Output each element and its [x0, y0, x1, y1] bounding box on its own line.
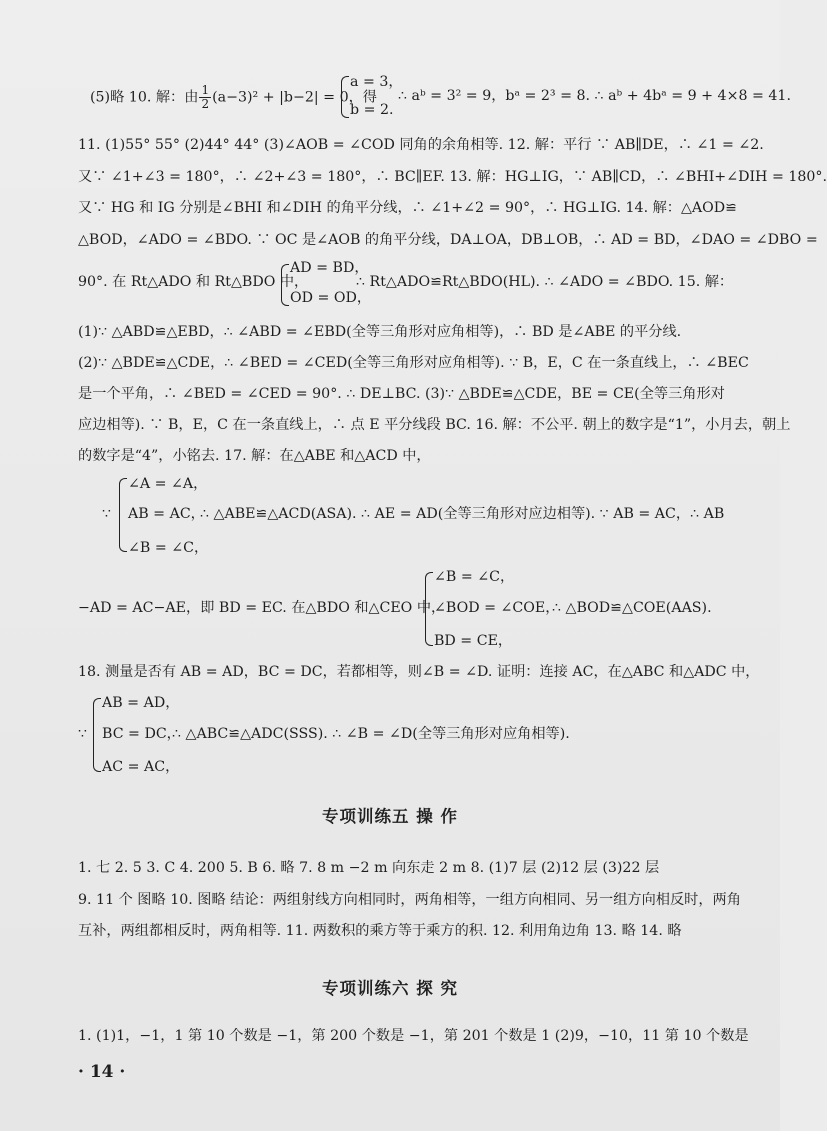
system-eq-2: ∠BOD = ∠COE， — [434, 600, 560, 616]
answer-line-6-rest: ∴ Rt△ADO≌Rt△BDO(HL). ∴ ∠ADO = ∠BDO. 15. 解： — [356, 274, 734, 290]
fraction-one-half: $\frac{1}{2}$ — [201, 83, 210, 111]
answer-line-12-rest: ∴ △ABE≌△ACD(ASA). ∴ AE = AD(全等三角形对应边相等). ∵ AB = AC，∴ AB — [200, 506, 725, 522]
system-eq-1: ∠B = ∠C， — [434, 569, 515, 585]
brace — [281, 264, 289, 306]
section5-line-1: 1. 七 2. 5 3. C 4. 200 5. B 6. 略 7. 8 m −2 m 向东走 2 m 8. (1)7 层 (2)12 层 (3)22 层 — [78, 860, 660, 876]
section-title: 专项训练六 探 究 — [322, 979, 458, 998]
system-eq-3: ∠B = ∠C， — [128, 540, 209, 556]
because-symbol: ∵ — [102, 506, 112, 522]
brace — [341, 76, 349, 118]
system-eq-1: a = 3， — [350, 74, 403, 90]
answer-line-13: −AD = AC−AE，即 BD = EC. 在△BDO 和△CEO 中， — [78, 600, 446, 616]
answer-line-2: 11. (1)55° 55° (2)44° 44° (3)∠AOB = ∠COD 同角的余角相等. 12. 解：平行 ∵ AB∥DE，∴ ∠1 = ∠2. — [78, 137, 764, 153]
brace — [93, 698, 101, 772]
answer-line-6: 90°. 在 Rt△ADO 和 Rt△BDO 中， — [78, 274, 309, 290]
because-symbol: ∵ — [78, 726, 88, 742]
brace — [119, 478, 127, 552]
brace — [425, 572, 433, 646]
system-eq-2: OD = OD， — [290, 290, 372, 306]
section5-line-2: 9. 11 个 图略 10. 图略 结论：两组射线方向相同时，两角相等，一组方向相同、另一组方向相反时，两角 — [78, 892, 741, 908]
section-title: 专项训练五 操 作 — [322, 807, 458, 826]
answer-line-7: (1)∵ △ABD≌△EBD，∴ ∠ABD = ∠EBD(全等三角形对应角相等)，∴ BD 是∠ABE 的平分线. — [78, 324, 682, 340]
answer-line-9: 是一个平角，∴ ∠BED = ∠CED = 90°. ∴ DE⊥BC. (3)∵ △BDE≌△CDE，BE = CE(全等三角形对 — [78, 386, 725, 402]
section6-line-1: 1. (1)1，−1，1 第 10 个数是 −1，第 200 个数是 −1，第 201 个数是 1 (2)9，−10，11 第 10 个数是 — [78, 1028, 749, 1044]
system-eq-1: AB = AD， — [102, 695, 180, 711]
system-eq-1: AD = BD， — [290, 260, 369, 276]
answer-line-13-rest: ∴ △BOD≌△COE(AAS). — [552, 600, 712, 616]
section5-line-3: 互补，两组都相反时，两角相等. 11. 两数积的乘方等于乘方的积. 12. 利用角边角 13. 略 14. 略 — [78, 923, 682, 939]
system-eq-2: b = 2. — [350, 102, 394, 118]
system-eq-1: ∠A = ∠A， — [128, 476, 208, 492]
system-eq-3: AC = AC， — [102, 759, 180, 775]
system-eq-3: BD = CE， — [434, 633, 513, 649]
answer-line-11: 的数字是“4”，小铭去. 17. 解：在△ABE 和△ACD 中， — [78, 448, 431, 464]
answer-line-1-result: ∴ aᵇ = 3² = 9，bᵃ = 2³ = 8. ∴ aᵇ + 4bᵃ = 9 + 4×8 = 41. — [398, 88, 791, 104]
system-eq-2: BC = DC， — [102, 726, 181, 742]
answer-line-4: 又∵ HG 和 IG 分别是∠BHI 和∠DIH 的角平分线，∴ ∠1+∠2 = 90°，∴ HG⊥IG. 14. 解：△AOD≌ — [78, 200, 738, 216]
system-eq-2: AB = AC， — [128, 506, 205, 522]
answer-line-8: (2)∵ △BDE≌△CDE，∴ ∠BED = ∠CED(全等三角形对应角相等). ∵ B，E，C 在一条直线上，∴ ∠BEC — [78, 355, 749, 371]
answer-line-10: 应边相等). ∵ B，E，C 在一条直线上，∴ 点 E 平分线段 BC. 16. 解：不公平. 朝上的数字是“1”，小月去，朝上 — [78, 417, 791, 433]
answer-line-15-rest: ∴ △ABC≌△ADC(SSS). ∴ ∠B = ∠D(全等三角形对应角相等). — [172, 726, 570, 742]
answer-line-1: (5)略 10. 解：由 $\frac{1}{2}$ (a−3)² + |b−2| = 0，得 — [90, 83, 377, 111]
answer-line-14: 18. 测量是否有 AB = AD，BC = DC，若都相等，则∠B = ∠D. 证明：连接 AC，在△ABC 和△ADC 中， — [78, 664, 760, 680]
page-number: · 14 · — [78, 1062, 126, 1082]
answer-line-3: 又∵ ∠1+∠3 = 180°，∴ ∠2+∠3 = 180°，∴ BC∥EF. 13. 解：HG⊥IG，∵ AB∥CD，∴ ∠BHI+∠DIH = 180°. — [78, 169, 827, 185]
answer-line-5: △BOD，∠ADO = ∠BDO. ∵ OC 是∠AOB 的角平分线，DA⊥OA，DB⊥OB，∴ AD = BD，∠DAO = ∠DBO = — [78, 232, 818, 248]
